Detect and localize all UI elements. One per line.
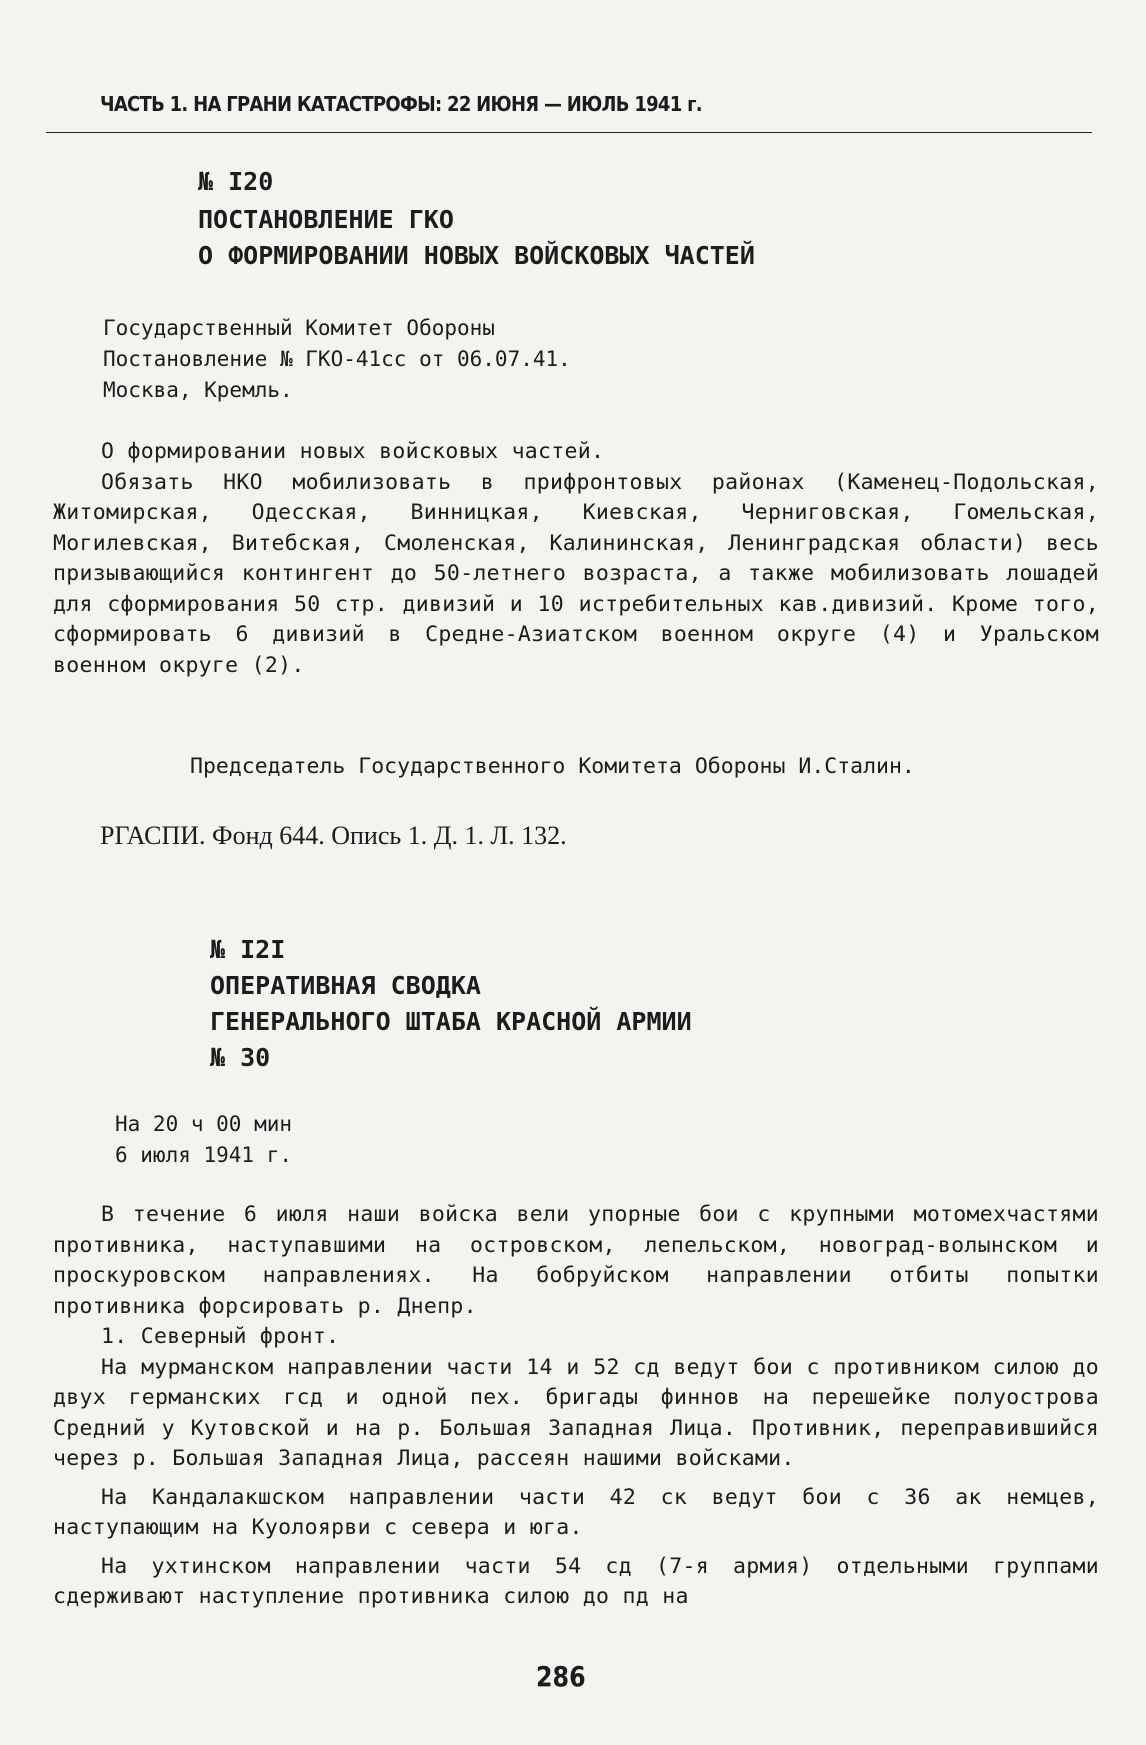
header-divider (46, 132, 1092, 133)
doc-121-meta-line1: На 20 ч 00 мин (115, 1112, 293, 1136)
doc-121-paragraph: На Кандалакшском направлении части 42 ск ведут бои с 36 ак немцев, наступающим на Куолоярви с севера и юга. (53, 1484, 1099, 1540)
doc-121-title-line2: ГЕНЕРАЛЬНОГО ШТАБА КРАСНОЙ АРМИИ (210, 1007, 692, 1036)
doc-120-body (53, 437, 1099, 681)
doc-121-meta-line2: 6 июля 1941 г. (115, 1143, 293, 1167)
page-number: 286 (536, 1660, 586, 1693)
doc-120-meta-line3: Москва, Кремль. (103, 378, 293, 402)
doc-121-paragraph: На ухтинском направлении части 54 сд (7-я армия) отдельными группами сдерживают наступление противника силою до пд на (53, 1553, 1099, 1609)
doc-121-number: № I2I (210, 935, 286, 964)
doc-120-archive-source: РГАСПИ. Фонд 644. Опись 1. Д. 1. Л. 132. (100, 821, 567, 850)
running-header: ЧАСТЬ 1. НА ГРАНИ КАТАСТРОФЫ: 22 ИЮНЯ — ИЮЛЬ 1941 г. (100, 92, 702, 116)
doc-120-signature: Председатель Государственного Комитета Обороны И.Сталин. (190, 754, 915, 779)
doc-121-title-line1: ОПЕРАТИВНАЯ СВОДКА (210, 971, 481, 1000)
doc-121-paragraph: В течение 6 июля наши войска вели упорные бои с крупными мотомехчастями противника, наступавшими на островском, лепельском, новоград-волынском и проскуровском направлениях. На бобруйском направлении отбиты попытки противника форсировать р. Днепр. (53, 1202, 1099, 1319)
doc-121-paragraph: 1. Северный фронт. (101, 1324, 340, 1349)
doc-121-title-line3: № 30 (210, 1043, 271, 1072)
doc-120-number: № I20 (198, 167, 274, 196)
doc-121-body (53, 1200, 1099, 1613)
doc-120-title-line2: О ФОРМИРОВАНИИ НОВЫХ ВОЙСКОВЫХ ЧАСТЕЙ (198, 241, 755, 270)
doc-120-title-line1: ПОСТАНОВЛЕНИЕ ГКО (198, 205, 454, 234)
doc-120-meta-line2: Постановление № ГКО-41сс от 06.07.41. (103, 347, 571, 371)
doc-120-paragraph: Обязать НКО мобилизовать в прифронтовых районах (Каменец-Подольская, Житомирская, Одесская, Винницкая, Киевская, Черниговская, Гомельская, Могилевская, Витебская, Смоленская, Калининская, Ленинградская области) весь призывающийся контингент до 50-летнего возраста, а также мобилизовать лошадей для сформирования 50 стр. дивизий и 10 истребительных кав.дивизий. Кроме того, сформировать 6 дивизий в Средне-Азиатском военном округе (4) и Уральском военном округе (2). (53, 469, 1099, 678)
doc-120-meta-line1: Государственный Комитет Обороны (103, 316, 495, 340)
doc-120-paragraph: О формировании новых войсковых частей. (101, 439, 605, 464)
doc-121-paragraph: На мурманском направлении части 14 и 52 сд ведут бои с противником силою до двух германских гсд и одной пех. бригады финнов на перешейке полуострова Средний у Кутовской и на р. Большая Западная Лица. Противник, переправившийся через р. Большая Западная Лица, рассеян нашими войсками. (53, 1354, 1099, 1471)
